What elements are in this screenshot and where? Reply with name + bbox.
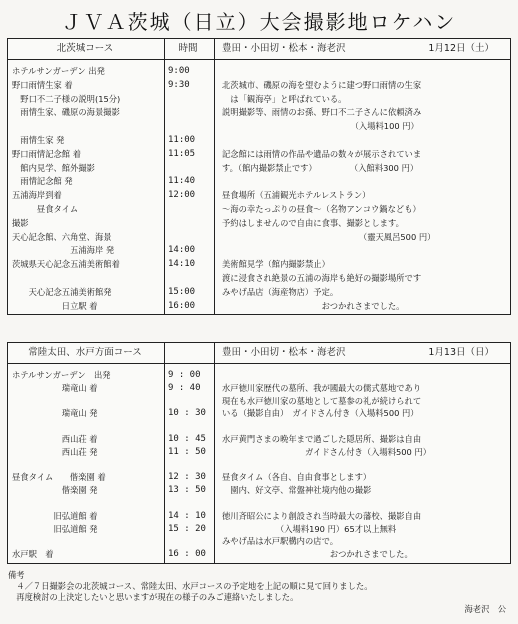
schedule-row bbox=[8, 163, 510, 177]
schedule-row bbox=[8, 524, 510, 537]
note-cell: 渡に浸食され絶景の五浦の海岸も絶好の撮影場所です bbox=[222, 273, 422, 283]
course-name: 北茨城コース bbox=[56, 43, 114, 54]
time-cell: 11 : 50 bbox=[168, 446, 206, 457]
note-cell: す。（館内撮影禁止です） （入館料300 円） bbox=[222, 162, 419, 173]
note-cell: 現在も水戸徳川家の墓地として墓参の礼が続けられて bbox=[222, 395, 422, 406]
notes-line: 再度検討の上決定したいと思いますが現在の様子のみご連絡いたしました。 bbox=[8, 592, 299, 602]
note-cell: 記念館には雨情の作品や遺品の数々が展示されていま bbox=[222, 148, 422, 159]
note-cell: 北茨城市、磯原の海を望むように建つ野口雨情の生家 bbox=[222, 79, 422, 90]
schedule-row bbox=[8, 549, 510, 562]
schedule-row bbox=[8, 135, 510, 149]
note-cell: 説明撮影等、雨情のお孫、野口不二子さんに依頼済み bbox=[222, 107, 422, 118]
time-cell: 11:00 bbox=[168, 135, 196, 145]
location-cell: 偕楽園 発 bbox=[12, 485, 98, 496]
schedule-date: 1月13日（日） bbox=[428, 347, 494, 358]
note-cell: 昼食場所（五浦観光ホテルレストラン） bbox=[222, 190, 371, 201]
schedule-header bbox=[8, 343, 510, 364]
time-cell: 11:40 bbox=[168, 176, 196, 187]
location-cell: 瑞竜山 着 bbox=[12, 382, 98, 393]
location-cell: 野口雨情記念館 着 bbox=[12, 148, 82, 159]
time-cell: 9 : 00 bbox=[168, 370, 201, 380]
time-cell: 15:00 bbox=[168, 286, 196, 297]
note-cell: おつかれさまでした。 bbox=[222, 549, 413, 560]
time-cell: 14 : 10 bbox=[168, 510, 206, 521]
schedule-row bbox=[8, 472, 510, 485]
schedule-row bbox=[8, 498, 510, 511]
schedule-row bbox=[8, 190, 510, 204]
note-cell: （入場料190 円）65才以上無料 bbox=[222, 523, 397, 534]
time-column-label: 時間 bbox=[178, 43, 198, 54]
note-cell: ガイドさん付き（入場料500 円） bbox=[222, 446, 432, 457]
schedule-row bbox=[8, 245, 510, 259]
time-cell: 15 : 20 bbox=[168, 523, 206, 534]
location-cell: 西山荘 発 bbox=[12, 446, 98, 457]
schedule-row bbox=[8, 149, 510, 163]
location-cell: 水戸駅 着 bbox=[12, 549, 54, 560]
note-cell: 昼食タイム（各自、自由食事とします） bbox=[222, 472, 372, 483]
location-cell: 五浦海岸 発 bbox=[12, 245, 115, 256]
schedule-row bbox=[8, 232, 510, 246]
note-cell: は「観海亭」と呼ばれている。 bbox=[222, 93, 347, 104]
schedule-row bbox=[8, 421, 510, 434]
time-cell: 12:00 bbox=[168, 190, 196, 201]
note-cell: みやげ品店（海産物店）予定。 bbox=[222, 286, 339, 297]
location-cell: 館内見学、館外撮影 bbox=[12, 162, 95, 173]
schedule-date: 1月12日（土） bbox=[428, 43, 494, 54]
time-cell: 12 : 30 bbox=[168, 472, 206, 483]
note-cell: 徳川斉昭公により創設され当時最大の藩校、撮影自由 bbox=[222, 510, 422, 521]
location-cell: 雨情記念館 発 bbox=[12, 176, 73, 187]
schedule-row bbox=[8, 80, 510, 94]
note-cell: おつかれさまでした。 bbox=[222, 300, 405, 311]
location-cell: 天心記念五浦美術館発 bbox=[12, 286, 112, 297]
schedule-row bbox=[8, 383, 510, 396]
schedule-row bbox=[8, 94, 510, 108]
note-cell: 水戸黄門さまの晩年まで過ごした隠居所、撮影は自由 bbox=[222, 434, 422, 444]
time-cell: 14:10 bbox=[168, 259, 196, 270]
time-cell: 16:00 bbox=[168, 300, 196, 311]
location-cell: 昼食タイム bbox=[12, 204, 79, 214]
note-cell: ～海の幸たっぷりの昼食～（名物アンコウ鍋なども） bbox=[222, 204, 421, 214]
time-cell: 9 : 40 bbox=[168, 382, 201, 393]
location-cell: ホテルサンガーデン 出発 bbox=[12, 66, 105, 76]
schedule-row bbox=[8, 370, 510, 383]
location-cell: 日立駅 着 bbox=[12, 300, 98, 311]
schedule-row bbox=[8, 273, 510, 287]
time-cell: 10 : 30 bbox=[168, 408, 206, 419]
location-cell: 雨情生家、磯原の海景撮影 bbox=[12, 107, 120, 118]
time-cell: 9:30 bbox=[168, 79, 190, 90]
note-cell: （靈天風呂500 円） bbox=[222, 231, 436, 242]
location-cell: 野口雨情生家 着 bbox=[12, 79, 73, 90]
schedule-row bbox=[8, 460, 510, 473]
schedule-row bbox=[8, 176, 510, 190]
time-cell: 13 : 50 bbox=[168, 485, 206, 496]
schedule-row bbox=[8, 66, 510, 80]
time-cell: 14:00 bbox=[168, 245, 196, 256]
note-cell: （入場料100 円） bbox=[222, 121, 419, 132]
note-cell: 園内、好文亭、常盤神社境内他の撮影 bbox=[222, 485, 372, 496]
schedule-row bbox=[8, 259, 510, 273]
schedule-row bbox=[8, 434, 510, 447]
location-cell: 五浦海岸到着 bbox=[12, 190, 62, 201]
schedule-row bbox=[8, 301, 510, 315]
schedule-row bbox=[8, 511, 510, 524]
schedule-row bbox=[8, 447, 510, 460]
time-cell: 9:00 bbox=[168, 66, 190, 76]
note-cell: 水戸徳川家歴代の墓所、我が國最大の儒式墓地であり bbox=[222, 382, 422, 393]
time-cell: 16 : 00 bbox=[168, 549, 206, 560]
note-cell: みやげ品は水戸駅構内の店で。 bbox=[222, 536, 338, 547]
location-cell: 茨城県天心記念五浦美術館着 bbox=[12, 259, 120, 270]
time-cell: 10 : 45 bbox=[168, 434, 206, 444]
location-cell: 西山荘 着 bbox=[12, 434, 98, 444]
schedule-row bbox=[8, 218, 510, 232]
note-cell: 予約はしませんので自由に食事、撮影とします。 bbox=[222, 217, 404, 228]
location-cell: 旧弘道館 発 bbox=[12, 523, 98, 534]
notes-line: ４／７日撮影会の北茨城コース、常陸太田、水戸コースの予定地を上記の順に見て回りました。 bbox=[8, 581, 373, 591]
location-cell: 野口不二子様の説明(15分) bbox=[12, 93, 121, 104]
schedule-header bbox=[8, 39, 510, 60]
schedule-row bbox=[8, 287, 510, 301]
members: 豊田・小田切・松本・海老沢 bbox=[222, 43, 346, 54]
schedule-hitachiota-mito bbox=[7, 342, 511, 564]
location-cell: 昼食タイム 偕楽園 着 bbox=[12, 472, 106, 483]
signature: 海老沢 公 bbox=[464, 604, 506, 614]
schedule-row bbox=[8, 107, 510, 121]
location-cell: 旧弘道館 着 bbox=[12, 510, 98, 521]
members: 豊田・小田切・松本・海老沢 bbox=[222, 347, 346, 358]
schedule-row bbox=[8, 408, 510, 421]
note-cell: 美術館見学（館内撮影禁止） bbox=[222, 259, 330, 270]
schedule-row bbox=[8, 121, 510, 135]
page-title: ＪＶＡ茨城（日立）大会撮影地ロケハン bbox=[61, 10, 457, 34]
schedule-row bbox=[8, 396, 510, 409]
note-cell: いる（撮影自由） ガイドさん付き（入場料500 円） bbox=[222, 408, 419, 419]
schedule-north-ibaraki bbox=[7, 38, 511, 315]
schedule-row bbox=[8, 204, 510, 218]
time-cell: 11:05 bbox=[168, 148, 196, 159]
location-cell: 瑞竜山 発 bbox=[12, 408, 98, 419]
notes-label: 備考 bbox=[8, 570, 25, 580]
schedule-row bbox=[8, 536, 510, 549]
location-cell: 天心記念館、六角堂、海景 bbox=[12, 231, 112, 242]
location-cell: 撮影 bbox=[12, 217, 29, 228]
location-cell: 雨情生家 発 bbox=[12, 135, 65, 145]
schedule-row bbox=[8, 485, 510, 498]
location-cell: ホテルサンガーデン 出発 bbox=[12, 370, 111, 380]
course-name: 常陸太田、水戸方面コース bbox=[28, 347, 142, 358]
